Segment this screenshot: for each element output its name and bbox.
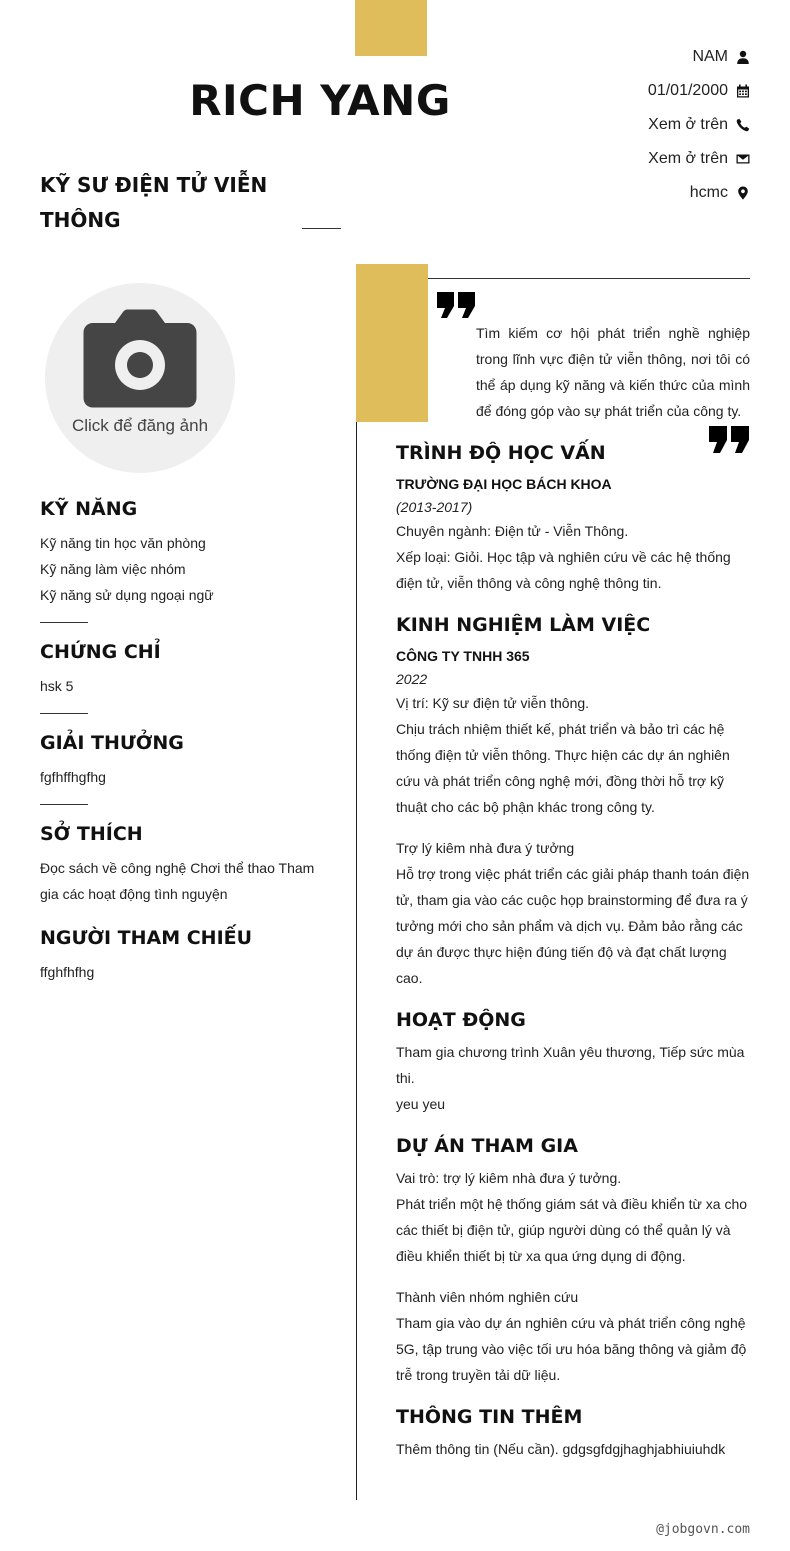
person-icon xyxy=(736,50,750,64)
awards-section xyxy=(40,730,320,790)
avatar-caption: Click để đăng ảnh xyxy=(71,416,209,435)
projects-heading: DỰ ÁN THAM GIA xyxy=(396,1135,578,1157)
career-objective: Tìm kiếm cơ hội phát triển nghề nghiệp trong lĩnh vực điện tử viễn thông, nơi tôi có thể áp dụng kỹ năng và kiến thức của mình để đóng góp vào sự phát triển của công ty. xyxy=(476,325,750,419)
awards-text: fgfhffhgfhg xyxy=(40,769,106,785)
experience-section xyxy=(396,612,750,991)
contact-phone xyxy=(648,108,750,142)
section-divider xyxy=(40,713,88,714)
contact-birthday-value: 01/01/2000 xyxy=(647,82,728,99)
activities-heading: HOẠT ĐỘNG xyxy=(396,1009,526,1031)
column-divider xyxy=(356,422,357,1500)
contact-list xyxy=(648,40,750,210)
right-column xyxy=(396,440,750,1462)
spacer xyxy=(396,1388,750,1404)
skill-item: Kỹ năng làm việc nhóm xyxy=(40,561,186,577)
experience-detail-2: Hỗ trợ trong việc phát triển các giải pháp thanh toán điện tử, tham gia vào các cuộc họp brainstorming để đưa ra ý tưởng mới cho sản phẩm và dịch vụ. Đảm bảo rằng các dự án được thực hiện đúng tiến độ và đạt chất lượng cao. xyxy=(396,866,750,986)
school-name: TRƯỜNG ĐẠI HỌC BÁCH KHOA xyxy=(396,476,612,492)
contact-gender-value: NAM xyxy=(692,48,728,65)
more-info-text: Thêm thông tin (Nếu cần). gdgsgfdgjhaghjabhiuiuhdk xyxy=(396,1441,726,1457)
contact-address-value: hcmc xyxy=(689,184,728,201)
envelope-icon xyxy=(736,152,750,166)
awards-heading: GIẢI THƯỞNG xyxy=(40,732,184,754)
project-role-2: Thành viên nhóm nghiên cứu xyxy=(396,1289,579,1305)
experience-role-2: Trợ lý kiêm nhà đưa ý tưởng xyxy=(396,840,575,856)
contact-gender xyxy=(648,40,750,74)
more-info-heading: THÔNG TIN THÊM xyxy=(396,1406,583,1428)
candidate-name: RICH YANG xyxy=(189,76,451,125)
certificates-heading: CHỨNG CHỈ xyxy=(40,641,161,663)
phone-icon xyxy=(736,118,750,132)
spacer xyxy=(40,907,320,925)
calendar-icon xyxy=(736,84,750,98)
spacer xyxy=(396,596,750,612)
footer-watermark[interactable]: @jobgovn.com xyxy=(656,1522,750,1537)
spacer xyxy=(396,1117,750,1133)
experience-detail: Chịu trách nhiệm thiết kế, phát triển và bảo trì các hệ thống điện tử viễn thông. Thực hiện các dự án nghiên cứu và phát triển công nghệ mới, đồng thời hỗ trợ kỹ thuật cho các bộ phận khác trong công ty. xyxy=(396,721,730,815)
experience-period: 2022 xyxy=(396,671,428,687)
hobbies-text: Đọc sách về công nghệ Chơi thể thao Tham gia các hoạt động tình nguyện xyxy=(40,860,315,902)
education-heading: TRÌNH ĐỘ HỌC VẤN xyxy=(396,442,606,464)
title-divider xyxy=(302,228,341,229)
more-info-section xyxy=(396,1404,750,1462)
accent-block-objective xyxy=(356,264,428,422)
activities-text-2: yeu yeu xyxy=(396,1096,446,1112)
projects-section xyxy=(396,1133,750,1388)
quote-open-icon xyxy=(437,292,477,318)
references-text: ffghfhfhg xyxy=(40,964,95,980)
project-detail-2: Tham gia vào dự án nghiên cứu và phát triển công nghệ 5G, tập trung vào việc tối ưu hóa băng thông và giảm độ trễ trong truyền tải dữ liệu. xyxy=(396,1315,747,1383)
camera-icon xyxy=(83,309,197,409)
contact-email-value: Xem ở trên xyxy=(648,150,728,167)
skills-heading: KỸ NĂNG xyxy=(40,498,138,520)
contact-address xyxy=(648,176,750,210)
project-detail: Phát triển một hệ thống giám sát và điều khiển từ xa cho các thiết bị điện tử, giúp người dùng có thể quản lý và điều khiển thiết bị từ xa qua ứng dụng di động. xyxy=(396,1196,748,1264)
accent-block-top xyxy=(355,0,427,56)
skill-item: Kỹ năng tin học văn phòng xyxy=(40,535,206,551)
left-column xyxy=(40,496,320,985)
avatar-upload[interactable] xyxy=(45,283,235,473)
experience-role: Vị trí: Kỹ sư điện tử viễn thông. xyxy=(396,695,590,711)
section-divider xyxy=(40,622,88,623)
hobbies-heading: SỞ THÍCH xyxy=(40,823,143,845)
education-section xyxy=(396,440,750,596)
skill-item: Kỹ năng sử dụng ngoại ngữ xyxy=(40,587,214,603)
spacer xyxy=(396,1269,750,1284)
experience-heading: KINH NGHIỆM LÀM VIỆC xyxy=(396,614,651,636)
hobbies-section xyxy=(40,821,320,907)
company-name: CÔNG TY TNHH 365 xyxy=(396,648,530,664)
certificates-section xyxy=(40,639,320,699)
contact-phone-value: Xem ở trên xyxy=(648,116,728,133)
objective-top-line xyxy=(428,278,750,279)
contact-email xyxy=(648,142,750,176)
spacer xyxy=(396,820,750,835)
references-section xyxy=(40,925,320,985)
contact-birthday xyxy=(648,74,750,108)
education-detail: Xếp loại: Giỏi. Học tập và nghiên cứu về các hệ thống điện tử, viễn thông và công nghệ thông tin. xyxy=(396,549,731,591)
project-role: Vai trò: trợ lý kiêm nhà đưa ý tưởng. xyxy=(396,1170,622,1186)
activities-section xyxy=(396,1007,750,1117)
section-divider xyxy=(40,804,88,805)
job-title: KỸ SƯ ĐIỆN TỬ VIỄN THÔNG xyxy=(40,173,268,232)
activities-text: Tham gia chương trình Xuân yêu thương, Tiếp sức mùa thi. xyxy=(396,1044,745,1086)
certificates-text: hsk 5 xyxy=(40,678,74,694)
skills-section xyxy=(40,496,320,608)
education-period: (2013-2017) xyxy=(396,499,473,515)
references-heading: NGƯỜI THAM CHIẾU xyxy=(40,927,253,949)
education-major: Chuyên ngành: Điện tử - Viễn Thông. xyxy=(396,523,629,539)
spacer xyxy=(396,991,750,1007)
location-pin-icon xyxy=(736,186,750,200)
